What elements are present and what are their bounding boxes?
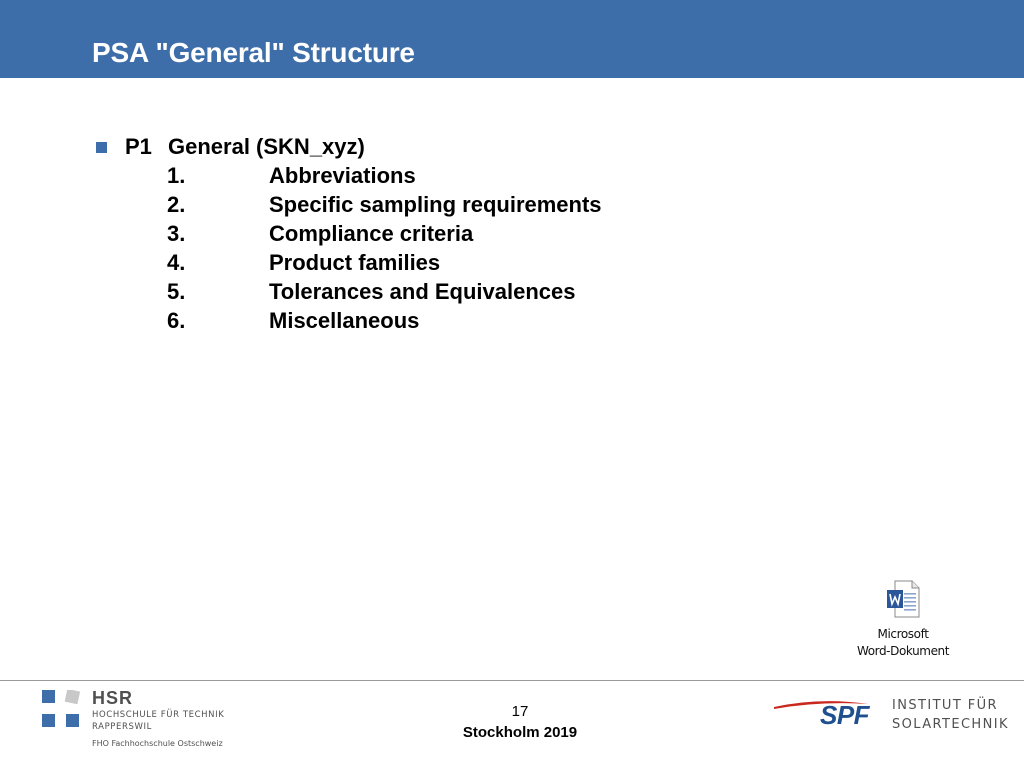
- list-item-text: Product families: [269, 250, 441, 275]
- hsr-line3: FHO Fachhochschule Ostschweiz: [92, 739, 223, 748]
- list-item-text: Tolerances and Equivalences: [269, 279, 576, 304]
- hsr-squares-icon: [42, 690, 82, 730]
- hsr-logo: [40, 688, 240, 750]
- slide-title: PSA "General" Structure: [92, 37, 415, 68]
- hsr-line2: RAPPERSWIL: [92, 722, 152, 732]
- word-document-icon[interactable]: [886, 580, 920, 618]
- list-item-number: 6.: [167, 308, 186, 333]
- list-item-number: 4.: [167, 250, 186, 275]
- list-item-number: 3.: [167, 221, 186, 246]
- list-item-text: Compliance criteria: [269, 221, 474, 246]
- list-item-number: 5.: [167, 279, 186, 304]
- p1-label: P1: [125, 134, 152, 159]
- word-caption-line1: Microsoft: [877, 627, 929, 641]
- list-item-number: 2.: [167, 192, 186, 217]
- spf-name: SPF: [820, 700, 870, 730]
- list-item-text: Specific sampling requirements: [269, 192, 602, 217]
- p1-text: General (SKN_xyz): [168, 134, 365, 159]
- spf-line2: SOLARTECHNIK: [892, 717, 1009, 732]
- square-bullet-icon: [96, 142, 107, 153]
- embedded-word-document[interactable]: [848, 580, 958, 660]
- hsr-name: HSR: [92, 688, 134, 708]
- list-item-text: Abbreviations: [269, 163, 416, 188]
- page-number: 17: [511, 703, 529, 720]
- list-item-text: Miscellaneous: [269, 308, 420, 333]
- slide-header: [0, 0, 1024, 78]
- list-item-number: 1.: [167, 163, 186, 188]
- word-caption-line2: Word-Dokument: [856, 644, 950, 658]
- spf-line1: INSTITUT FÜR: [892, 698, 998, 713]
- hsr-line1: HOCHSCHULE FÜR TECHNIK: [92, 710, 225, 720]
- footer-text: Stockholm 2019: [462, 724, 578, 741]
- footer-divider: [0, 680, 1024, 681]
